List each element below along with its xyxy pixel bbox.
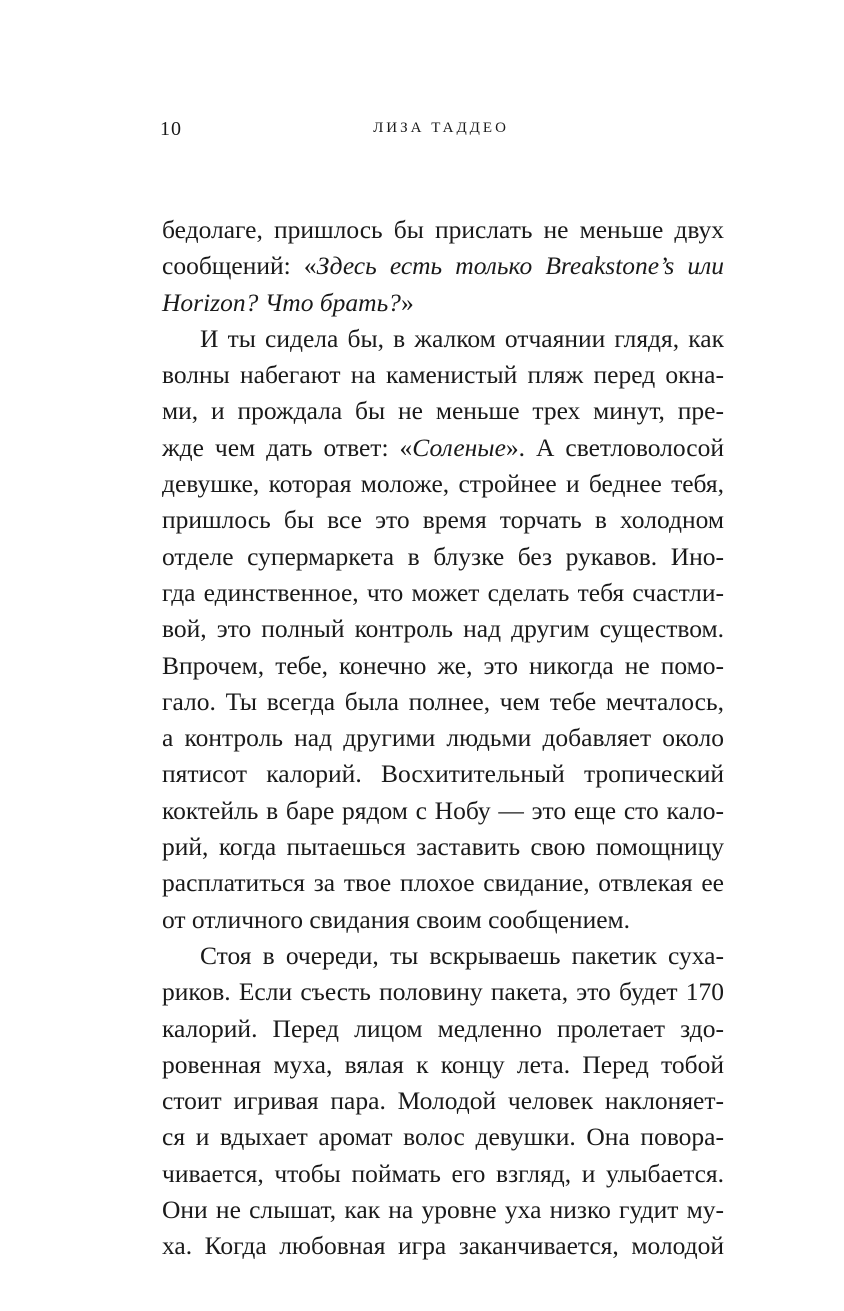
text-line-9: пришлось бы все это время торчать в холодном: [162, 505, 724, 535]
text-line-12: вой, это полный контроль над другим существом.: [162, 614, 724, 644]
text-line-23: калорий. Перед лицом медленно пролетает здо-: [162, 1013, 724, 1043]
text-line-11: гда единственное, что может сделать тебя счастли-: [162, 577, 724, 607]
text-line-17: коктейль в баре рядом с Нобу — это еще сто кало-: [162, 795, 724, 825]
page-header: [160, 118, 722, 146]
text-line-8: девушке, которая моложе, стройнее и беднее тебя,: [162, 469, 724, 499]
text-line-10: отделе супермаркета в блузке без рукавов. Ино-: [162, 541, 724, 571]
text-line-22: риков. Если съесть половину пакета, это будет 170: [162, 977, 724, 1007]
text-line-6: ми, и прождала бы не меньше трех минут, пре-: [162, 396, 724, 426]
text-line-26: ся и вдыхает аромат волос девушки. Она повора-: [162, 1122, 724, 1152]
body-text: [162, 212, 724, 1265]
text-line-21: Стоя в очереди, ты вскрываешь пакетик суха-: [200, 940, 724, 970]
page-number: 10: [160, 118, 182, 140]
text-line-18: рий, когда пытаешься заставить свою помощницу: [162, 832, 724, 862]
text-line-25: стоит игривая пара. Молодой человек наклоняет-: [162, 1086, 724, 1116]
text-line-2: сообщений: «Здесь есть только Breakstone’s или: [162, 251, 724, 281]
italic-quote-2: Horizon? Что брать?: [162, 287, 401, 317]
italic-quote-1: Здесь есть только Breakstone’s или: [316, 251, 724, 281]
text-line-27: чивается, чтобы поймать его взгляд, и улыбается.: [162, 1158, 724, 1188]
text-line-3: Horizon? Что брать?»: [162, 287, 414, 317]
text-line-13: Впрочем, тебе, конечно же, это никогда не помо-: [162, 650, 724, 680]
text-line-20: от отличного свидания своим сообщением.: [162, 904, 631, 934]
text-line-14: гало. Ты всегда была полнее, чем тебе мечталось,: [162, 686, 724, 716]
text-line-1: бедолаге, пришлось бы прислать не меньше двух: [162, 215, 724, 244]
text-line-7: жде чем дать ответ: «Соленые». А светловолосой: [162, 432, 725, 462]
text-line-4: И ты сидела бы, в жалком отчаянии глядя, как: [200, 323, 724, 353]
text-line-29: ха. Когда любовная игра заканчивается, молодой: [162, 1231, 724, 1261]
text-line-16: пятисот калорий. Восхитительный тропический: [162, 759, 724, 789]
text-line-28: Они не слышат, как на уровне уха низко гудит му-: [162, 1195, 724, 1225]
text-line-5: волны набегают на каменистый пляж перед окна-: [162, 360, 724, 390]
text-line-24: ровенная муха, вялая к концу лета. Перед тобой: [162, 1049, 724, 1079]
italic-quote-3: Соленые: [412, 432, 506, 462]
running-title: ЛИЗА ТАДДЕО: [373, 120, 509, 136]
text-line-15: а контроль над другими людьми добавляет около: [162, 723, 724, 753]
text-line-19: расплатиться за твое плохое свидание, отвлекая ее: [162, 868, 724, 898]
